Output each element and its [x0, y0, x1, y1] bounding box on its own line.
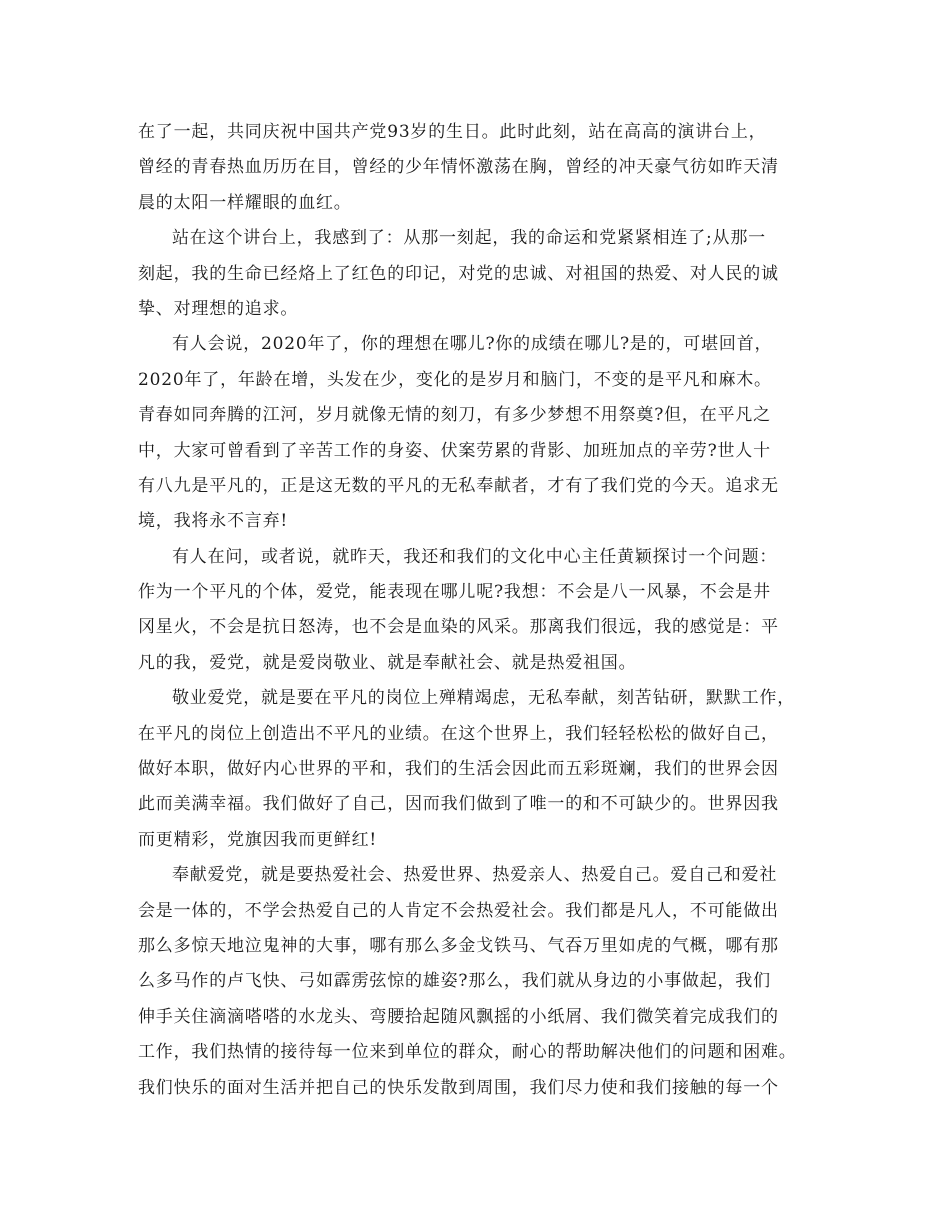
- text-line: 工作，我们热情的接待每一位来到单位的群众，耐心的帮助解决他们的问题和困难。: [138, 1042, 797, 1063]
- text-line: 有八九是平凡的，正是这无数的平凡的无私奉献者，才有了我们党的今天。追求无: [138, 475, 779, 496]
- text-line: 在平凡的岗位上创造出不平凡的业绩。在这个世界上，我们轻轻松松的做好自己，: [138, 723, 779, 744]
- text-line: 境，我将永不言弃!: [138, 511, 289, 532]
- text-line: 而更精彩，党旗因我而更鲜红!: [138, 829, 378, 850]
- text-line: 冈星火，不会是抗日怒涛，也不会是血染的风采。那离我们很远，我的感觉是：平: [138, 617, 779, 638]
- text-line: 做好本职，做好内心世界的平和，我们的生活会因此而五彩斑斓，我们的世界会因: [138, 759, 779, 780]
- text-line: 伸手关住滴滴嗒嗒的水龙头、弯腰拾起随风飘摇的小纸屑、我们微笑着完成我们的: [138, 1006, 779, 1027]
- text-line: 敬业爱党，就是要在平凡的岗位上殚精竭虑，无私奉献，刻苦钻研，默默工作，: [172, 688, 795, 709]
- text-line: 作为一个平凡的个体，爱党，能表现在哪儿呢?我想：不会是八一风暴，不会是井: [138, 582, 771, 603]
- text-line: 凡的我，爱党，就是爱岗敬业、就是奉献社会、就是热爱祖国。: [138, 652, 637, 673]
- text-line: 站在这个讲台上，我感到了：从那一刻起，我的命运和党紧紧相连了;从那一: [172, 228, 766, 249]
- text-line: 此而美满幸福。我们做好了自己，因而我们做到了唯一的和不可缺少的。世界因我: [138, 794, 779, 815]
- text-line: 有人会说，2020年了，你的理想在哪儿?你的成绩在哪儿?是的，可堪回首，: [172, 334, 773, 355]
- text-line: 有人在问，或者说，就昨天，我还和我们的文化中心主任黄颖探讨一个问题：: [172, 546, 778, 567]
- text-line: 我们快乐的面对生活并把自己的快乐发散到周围，我们尽力使和我们接触的每一个: [138, 1077, 779, 1098]
- text-line: 刻起，我的生命已经烙上了红色的印记，对党的忠诚、对祖国的热爱、对人民的诚: [138, 263, 779, 284]
- text-line: 中，大家可曾看到了辛苦工作的身姿、伏案劳累的背影、加班加点的辛劳?世人十: [138, 440, 771, 461]
- text-line: 么多马作的卢飞快、弓如霹雳弦惊的雄姿?那么，我们就从身边的小事做起，我们: [138, 971, 771, 992]
- text-line: 那么多惊天地泣鬼神的大事，哪有那么多金戈铁马、气吞万里如虎的气概，哪有那: [138, 935, 779, 956]
- text-line: 晨的太阳一样耀眼的血红。: [138, 192, 352, 213]
- text-line: 青春如同奔腾的江河，岁月就像无情的刻刀，有多少梦想不用祭奠?但，在平凡之: [138, 405, 771, 426]
- text-line: 挚、对理想的追求。: [138, 298, 299, 319]
- text-line: 在了一起，共同庆祝中国共产党93岁的生日。此时此刻，站在高高的演讲台上，: [138, 122, 767, 142]
- text-line: 2020年了，年龄在增，头发在少，变化的是岁月和脑门，不变的是平凡和麻木。: [138, 369, 772, 390]
- body-text: [138, 115, 828, 1106]
- text-line: 会是一体的，不学会热爱自己的人肯定不会热爱社会。我们都是凡人，不可能做出: [138, 900, 779, 921]
- text-line: 奉献爱党，就是要热爱社会、热爱世界、热爱亲人、热爱自己。爱自己和爱社: [172, 865, 778, 886]
- text-line: 曾经的青春热血历历在目，曾经的少年情怀激荡在胸，曾经的冲天豪气彷如昨天清: [138, 157, 779, 178]
